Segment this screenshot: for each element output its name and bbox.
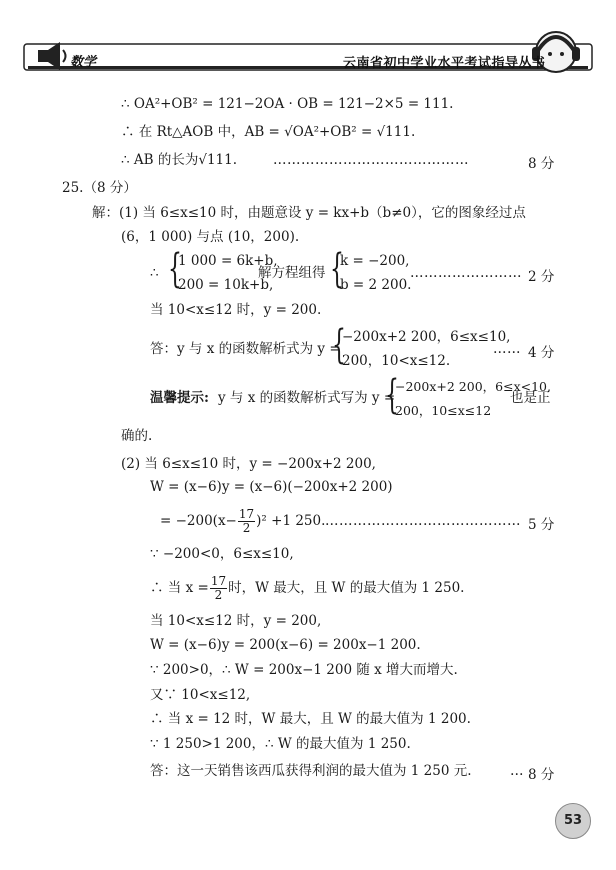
score-leader: …………………………………… (273, 152, 469, 168)
therefore-symbol: ∴ (150, 265, 159, 281)
text-line: 也是正 (510, 390, 551, 406)
formula-part: 时，W 最大，且 W 的最大值为 1 250. (228, 580, 465, 596)
equation-line: 200，10≤x≤12 (395, 403, 492, 418)
equation-line: 200 = 10k+b, (178, 277, 274, 293)
fraction (238, 508, 255, 535)
text-line: 确的. (121, 428, 153, 444)
text-line: ∴ OA²+OB² = 121−2OA · OB = 121−2×5 = 111. (121, 96, 454, 112)
formula-part: )² +1 250. (256, 513, 326, 529)
score-mark: 2 分 (528, 269, 555, 285)
text-line: ∵ 200>0，∴ W = 200x−1 200 随 x 增大而增大. (150, 662, 458, 678)
text-line: y 与 x 的函数解析式写为 y = (218, 390, 396, 406)
text-line: 解：(1) 当 6≤x≤10 时，由题意设 y = kx+b（b≠0），它的图象经过点 (92, 205, 526, 221)
formula-part: = −200(x− (160, 513, 237, 529)
text-line: 答：y 与 x 的函数解析式为 y = (150, 341, 341, 357)
left-brace: { (168, 246, 182, 292)
equation-line: −200x+2 200，6≤x≤10, (342, 329, 511, 345)
formula-part: ∴ 当 x = (150, 580, 209, 596)
score-leader: …………………………………… (325, 513, 521, 529)
text-line: ∴ 当 x = 12 时，W 最大，且 W 的最大值为 1 200. (150, 711, 471, 727)
formula-line (150, 575, 464, 602)
text-line: ∴ 在 Rt△AOB 中，AB = √OA²+OB² = √111. (121, 124, 416, 140)
score-mark: 5 分 (528, 517, 555, 533)
left-brace: { (332, 322, 346, 368)
page-number: 53 (555, 803, 591, 839)
score-mark: 8 分 (528, 767, 555, 783)
equation-line: k = −200, (340, 253, 410, 269)
denominator: 2 (214, 588, 223, 602)
equation-line: 200，10<x≤12. (342, 353, 451, 369)
equation-line: 1 000 = 6k+b, (178, 253, 278, 269)
left-brace: { (330, 246, 344, 292)
fraction (210, 575, 227, 602)
page-header (0, 0, 616, 92)
numerator: 17 (238, 507, 255, 521)
score-leader: …… (493, 341, 521, 357)
score-leader: … (510, 763, 524, 779)
speaker-icon (38, 42, 66, 70)
text-line: 答：这一天销售该西瓜获得利润的最大值为 1 250 元. (150, 763, 472, 779)
header-banner (0, 0, 616, 92)
text-line: W = (x−6)y = 200(x−6) = 200x−1 200. (150, 637, 421, 653)
equation-line: −200x+2 200，6≤x<10, (395, 379, 551, 394)
score-leader: …………………… (410, 265, 522, 281)
text-line: (6，1 000) 与点 (10，200). (121, 229, 300, 245)
question-number: 25.（8 分） (62, 180, 137, 196)
left-brace: { (385, 372, 399, 418)
text-line: ∵ 1 250>1 200，∴ W 的最大值为 1 250. (150, 736, 411, 752)
text-line: 解方程组得 (258, 265, 326, 281)
text-line: (2) 当 6≤x≤10 时，y = −200x+2 200, (121, 456, 376, 472)
tip-label: 温馨提示: (150, 390, 209, 406)
text-line: 当 10<x≤12 时，y = 200. (150, 302, 322, 318)
denominator: 2 (242, 521, 251, 535)
formula-line (160, 508, 325, 535)
text-line: ∴ AB 的长为√111. (121, 152, 238, 168)
equation-line: b = 2 200. (340, 277, 412, 293)
book-series-title: 云南省初中学业水平考试指导丛书 (343, 56, 546, 71)
score-mark: 4 分 (528, 345, 555, 361)
text-line: W = (x−6)y = (x−6)(−200x+2 200) (150, 479, 393, 495)
text-line: 又∵ 10<x≤12, (150, 687, 251, 703)
subject-label: 数学 (70, 55, 97, 70)
text-line: ∵ −200<0，6≤x≤10, (150, 546, 294, 562)
score-mark: 8 分 (528, 156, 555, 172)
text-line: 当 10<x≤12 时，y = 200, (150, 613, 322, 629)
numerator: 17 (210, 574, 227, 588)
